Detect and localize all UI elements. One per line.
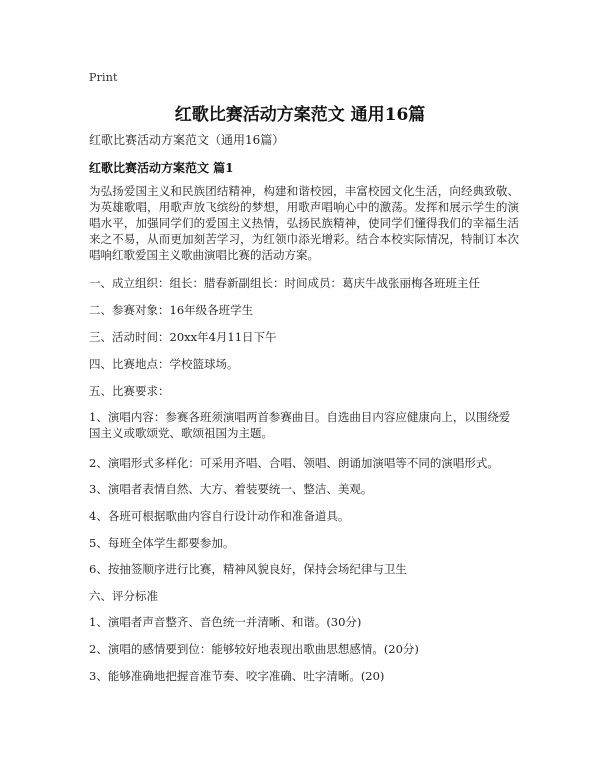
section-heading: 红歌比赛活动方案范文 篇1 bbox=[89, 161, 234, 175]
paragraph: 1、演唱内容：参赛各班须演唱两首参赛曲目。自选曲目内容应健康向上，以围绕爱国主义或歌颂党、歌颂祖国为主题。 bbox=[89, 410, 511, 440]
paragraph: 2、演唱形式多样化：可采用齐唱、合唱、领唱、朗诵加演唱等不同的演唱形式。 bbox=[89, 456, 499, 470]
paragraph: 4、各班可根据歌曲内容自行设计动作和准备道具。 bbox=[89, 509, 350, 523]
paragraph: 五、比赛要求： bbox=[89, 384, 170, 398]
document-subtitle: 红歌比赛活动方案范文（通用16篇） bbox=[89, 133, 285, 147]
paragraph: 1、演唱者声音整齐、音色统一并清晰、和谐。(30分) bbox=[89, 615, 362, 629]
paragraph: 3、能够准确地把握音准节奏、咬字准确、吐字清晰。(20) bbox=[89, 669, 385, 683]
paragraph: 六、评分标准 bbox=[89, 589, 158, 603]
intro-paragraph: 为弘扬爱国主义和民族团结精神，构建和谐校园，丰富校园文化生活，向经典致敬、为英雄歌唱，用歌声放飞缤纷的梦想，用歌声唱响心中的激荡。发挥和展示学生的演唱水平，加强同学们的爱国主义热情，弘扬民族精神，使同学们懂得我们的幸福生活来之不易，从而更加刻苦学习，为红领巾添光增彩。结合本校实际情况，特制订本次唱响红歌爱国主义歌曲演唱比赛的活动方案。 bbox=[89, 184, 519, 262]
paragraph: 三、活动时间：20xx年4月11日下午 bbox=[89, 330, 277, 344]
paragraph: 6、按抽签顺序进行比赛，精神风貌良好，保持会场纪律与卫生 bbox=[89, 562, 407, 576]
paragraph: 5、每班全体学生都要参加。 bbox=[89, 536, 235, 550]
paragraph: 四、比赛地点：学校篮球场。 bbox=[89, 357, 239, 371]
paragraph: 3、演唱者表情自然、大方、着装要统一、整洁、美观。 bbox=[89, 482, 373, 496]
paragraph: 一、成立组织：组长：腊春新副组长：时间成员：葛庆牛战张丽梅各班班主任 bbox=[89, 276, 480, 290]
paragraph: 2、演唱的感情要到位：能够较好地表现出歌曲思想感情。(20分) bbox=[89, 642, 419, 656]
page-title: 红歌比赛活动方案范文 通用16篇 bbox=[174, 105, 426, 125]
paragraph: 二、参赛对象：16年级各班学生 bbox=[89, 303, 254, 317]
print-label[interactable]: Print bbox=[89, 71, 118, 84]
